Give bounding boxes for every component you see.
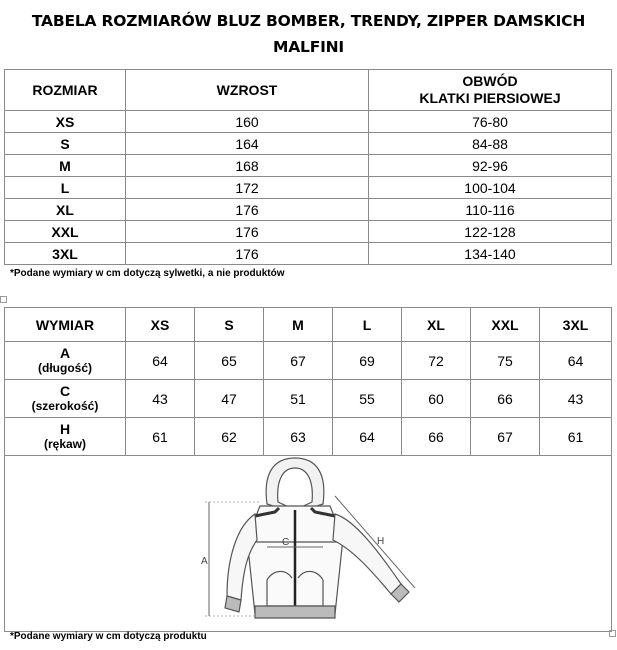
header-l: L: [333, 308, 402, 342]
value-cell: 55: [333, 380, 402, 418]
value-cell: 64: [126, 342, 195, 380]
table-row: [5, 221, 612, 243]
height-cell: 164: [126, 133, 369, 155]
header-s: S: [195, 308, 264, 342]
chest-cell: 76-80: [369, 111, 612, 133]
size-table: [4, 69, 612, 265]
table-row: [5, 243, 612, 265]
chest-cell: 134-140: [369, 243, 612, 265]
hood-opening: [278, 468, 313, 510]
table-row: [5, 342, 612, 380]
value-cell: 67: [264, 342, 333, 380]
height-cell: 172: [126, 177, 369, 199]
size-cell: XXL: [5, 221, 126, 243]
table-row: [5, 418, 612, 456]
header-size: ROZMIAR: [5, 70, 126, 111]
dimension-label: [5, 418, 126, 456]
size-cell: XS: [5, 111, 126, 133]
height-cell: 168: [126, 155, 369, 177]
value-cell: 63: [264, 418, 333, 456]
value-cell: 60: [402, 380, 471, 418]
title-line-1: TABELA ROZMIARÓW BLUZ BOMBER, TRENDY, ZIPPER DAMSKICH: [31, 12, 586, 30]
header-xl: XL: [402, 308, 471, 342]
value-cell: 66: [402, 418, 471, 456]
value-cell: 67: [471, 418, 540, 456]
diagram-row: [5, 456, 612, 632]
value-cell: 66: [471, 380, 540, 418]
size-cell: L: [5, 177, 126, 199]
value-cell: 61: [540, 418, 612, 456]
chest-cell: 84-88: [369, 133, 612, 155]
chest-cell: 122-128: [369, 221, 612, 243]
value-cell: 64: [333, 418, 402, 456]
value-cell: 64: [540, 342, 612, 380]
label-c: C: [282, 537, 290, 548]
chest-cell: 100-104: [369, 177, 612, 199]
size-table-header: [5, 70, 612, 111]
dimension-letter: C: [59, 382, 71, 399]
dimension-label: [5, 380, 126, 418]
value-cell: 61: [126, 418, 195, 456]
object-anchor-marker: [0, 296, 7, 303]
product-measure-note: *Podane wymiary w cm dotyczą produktu: [10, 631, 207, 642]
dimension-letter: A: [59, 344, 71, 361]
dimension-letter: H: [59, 420, 71, 437]
table-row: [5, 177, 612, 199]
table-row: [5, 380, 612, 418]
table-row: [5, 155, 612, 177]
size-cell: S: [5, 133, 126, 155]
chest-cell: 110-116: [369, 199, 612, 221]
dimension-desc: (szerokość): [31, 398, 99, 413]
height-cell: 160: [126, 111, 369, 133]
table-row: [5, 133, 612, 155]
height-cell: 176: [126, 243, 369, 265]
header-dimension: WYMIAR: [5, 308, 126, 342]
page-title: [0, 8, 617, 60]
size-cell: 3XL: [5, 243, 126, 265]
header-chest-line-1: OBWÓD: [462, 73, 518, 89]
body-measure-note: *Podane wymiary w cm dotyczą sylwetki, a nie produktów: [10, 268, 285, 279]
header-height: WZROST: [126, 70, 369, 111]
header-m: M: [264, 308, 333, 342]
header-3xl: 3XL: [540, 308, 612, 342]
height-cell: 176: [126, 199, 369, 221]
value-cell: 43: [540, 380, 612, 418]
value-cell: 47: [195, 380, 264, 418]
size-cell: XL: [5, 199, 126, 221]
value-cell: 65: [195, 342, 264, 380]
value-cell: 75: [471, 342, 540, 380]
size-cell: M: [5, 155, 126, 177]
diagram-cell: [5, 456, 612, 632]
table-row: [5, 111, 612, 133]
header-chest-line-2: KLATKI PIERSIOWEJ: [419, 90, 561, 106]
hoodie-measurement-diagram: [5, 456, 612, 631]
header-xs: XS: [126, 308, 195, 342]
chest-cell: 92-96: [369, 155, 612, 177]
value-cell: 62: [195, 418, 264, 456]
title-line-2: MALFINI: [273, 38, 344, 56]
header-xxl: XXL: [471, 308, 540, 342]
height-cell: 176: [126, 221, 369, 243]
value-cell: 69: [333, 342, 402, 380]
right-sleeve: [333, 514, 401, 594]
label-a: A: [201, 556, 208, 567]
garment-measure-table: [4, 307, 612, 632]
label-h: H: [377, 536, 385, 547]
resize-handle-marker: [609, 630, 616, 637]
value-cell: 72: [402, 342, 471, 380]
measure-table-header: [5, 308, 612, 342]
dimension-desc: (rękaw): [43, 436, 87, 451]
value-cell: 51: [264, 380, 333, 418]
dimension-label: [5, 342, 126, 380]
value-cell: 43: [126, 380, 195, 418]
table-row: [5, 199, 612, 221]
dimension-desc: (długość): [38, 360, 92, 375]
header-chest: [369, 70, 612, 111]
